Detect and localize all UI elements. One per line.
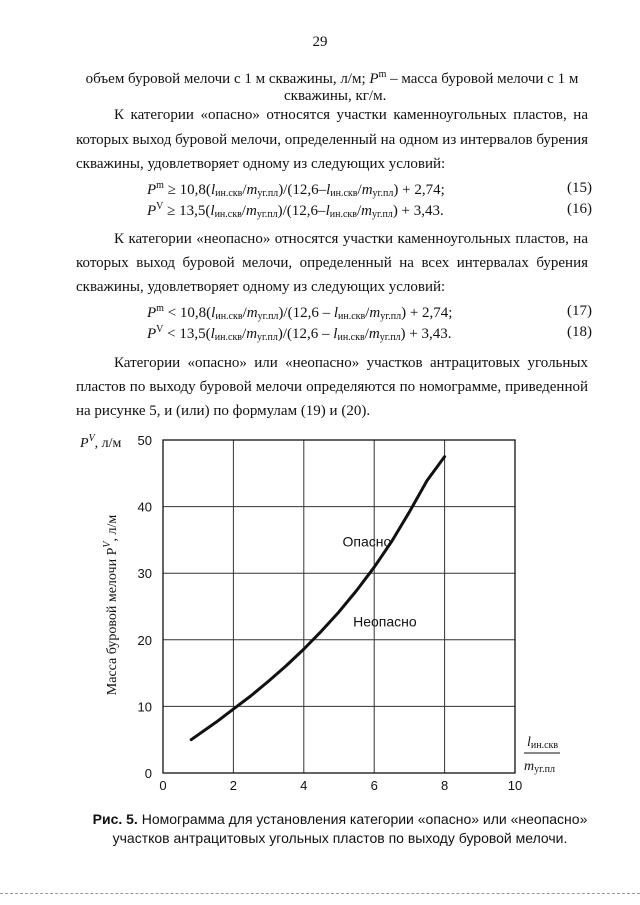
formula-16 (0, 201, 640, 223)
formula-number: (18) (567, 324, 592, 340)
symbol-m: m (378, 69, 387, 80)
page-bottom-edge (0, 893, 640, 895)
formula-18 (0, 324, 640, 346)
nomogram-chart (0, 430, 640, 810)
x-axis-label-denominator: mуг.пл (524, 759, 555, 775)
y-tick-label: 40 (137, 499, 152, 515)
y-tick-label: 10 (137, 699, 152, 715)
paragraph-dangerous: К категории «опасно» относятся участки каменноугольных пластов, на которых выход буровой мелочи, определенный на одном из интервалов бурения скважины, удовлетворяет одному из следующих условий: (76, 107, 588, 172)
formula-text: $P^V \ge 13,5(l_{ин.скв}/m_{уг.пл})/(12,6-l_{ин.скв}/m_{уг.пл}) + 3,43$. (147, 201, 444, 220)
x-axis-label-numerator: lин.скв (527, 735, 559, 751)
paragraph-anthracite: Категории «опасно» или «неопасно» участков антрацитовых угольных пластов по выходу буровой мелочи определяются по номограмме, приведенной на рисунке 5, и (или) по формулам (19) и (20). (76, 355, 588, 419)
caption-label: Рис. 5. (92, 811, 138, 827)
y-axis-top-label: $P^V$, л/м (80, 433, 122, 451)
formula-text: $P^V < 13,5(l_{ин.скв}/m_{уг.пл})/(12,6 - l_{ин.скв}/m_{уг.пл}) + 3,43$. (147, 324, 452, 343)
formula-number: (17) (567, 303, 592, 319)
region-label: Опасно (342, 533, 392, 550)
page-number: 29 (312, 34, 328, 50)
paragraph-safe: К категории «неопасно» относятся участки каменноугольных пластов, на которых выход буровой мелочи, определенный на всех интервалах бурения скважины, удовлетворяет одному из следующих условий: (76, 231, 588, 295)
nomogram-svg (0, 430, 640, 810)
x-tick-label: 10 (507, 778, 523, 793)
x-tick-label: 2 (229, 778, 238, 793)
formula-text: $P^m < 10,8(l_{ин.скв}/m_{уг.пл})/(12,6 - l_{ин.скв}/m_{уг.пл}) + 2,74$; (147, 303, 453, 322)
nomogram-curve (191, 457, 444, 740)
y-tick-label: 0 (144, 766, 152, 781)
y-tick-label: 50 (137, 433, 152, 448)
formula-number: (15) (567, 180, 592, 196)
intro-text-1: объем буровой мелочи с 1 м скважины, л/м; (85, 71, 370, 87)
y-axis-side-label: Масса буровой мелочи $P^V$, л/м (102, 514, 120, 696)
x-tick-label: 0 (159, 778, 167, 793)
intro-line-2: скважины, кг/м. (284, 88, 387, 104)
formula-17 (0, 303, 640, 325)
formula-number: (16) (567, 201, 592, 217)
intro-text-2: – масса буровой мелочи с 1 м (386, 71, 579, 87)
figure-caption (70, 810, 610, 848)
region-label: Неопасно (353, 613, 417, 630)
y-tick-label: 20 (137, 632, 152, 648)
formula-15 (0, 180, 640, 202)
y-tick-label: 30 (137, 566, 152, 582)
symbol-p: P (369, 71, 379, 87)
x-tick-label: 8 (440, 778, 449, 793)
x-tick-label: 6 (370, 778, 378, 793)
formula-text: $P^m \ge 10,8(l_{ин.скв}/m_{уг.пл})/(12,6-l_{ин.скв}/m_{уг.пл}) + 2,74$; (147, 180, 445, 199)
x-tick-label: 4 (300, 778, 308, 793)
caption-text: Номограмма для установления категории «опасно» или «неопасно» участков антрацитовых угольных пластов по выходу буровой мелочи. (112, 811, 588, 846)
